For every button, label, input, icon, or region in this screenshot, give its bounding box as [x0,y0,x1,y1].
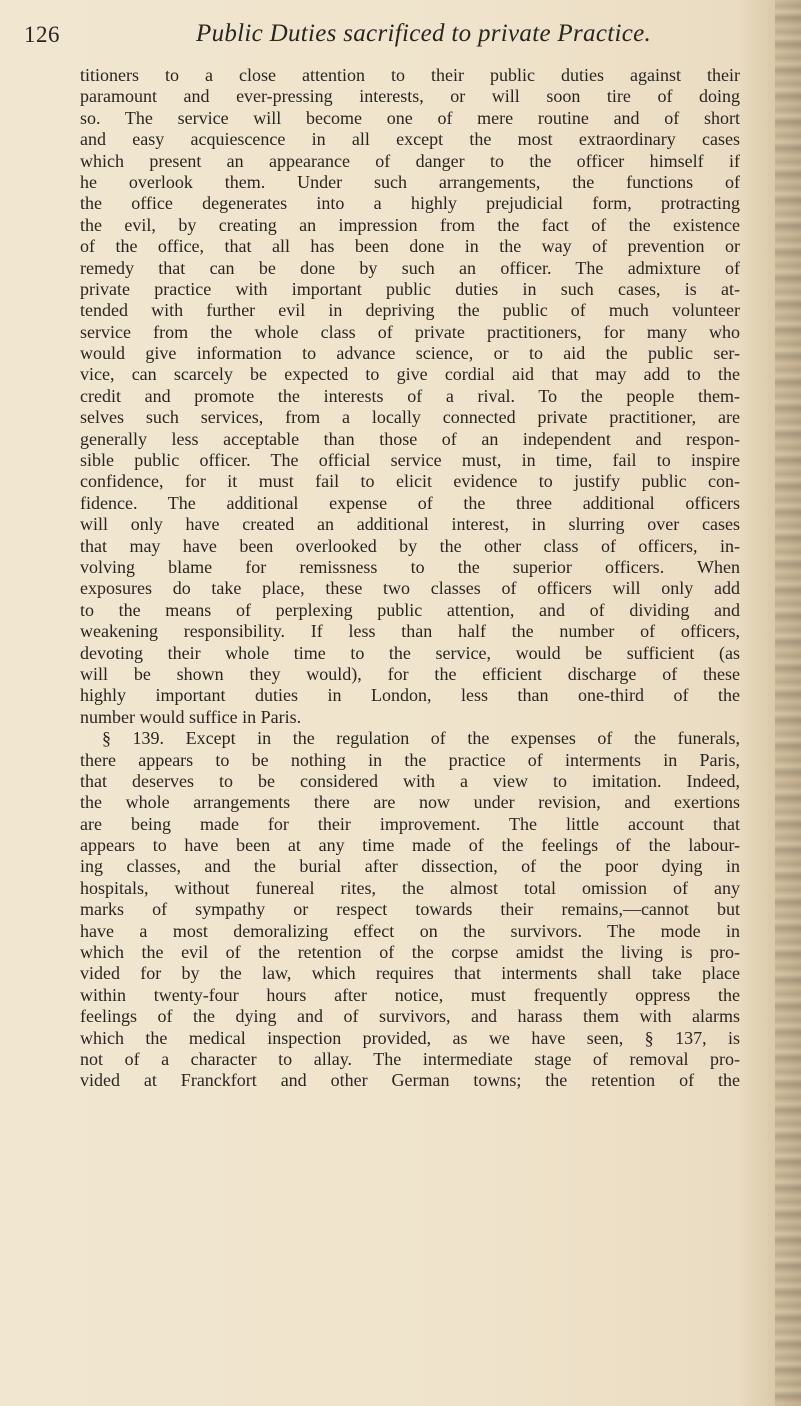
text-line: vided for by the law, which requires that interments shall take place [80,963,740,984]
text-line: within twenty-four hours after notice, must frequently oppress the [80,984,740,1005]
section-heading-line: § 139. Except in the regulation of the expenses of the funerals, [102,728,740,749]
text-line: tended with further evil in depriving the public of much volunteer [80,300,740,321]
text-line: which the evil of the retention of the corpse amidst the living is pro- [80,942,740,963]
text-line: not of a character to allay. The intermediate stage of removal pro- [80,1048,740,1069]
text-line: would give information to advance science, or to aid the public ser- [80,343,740,364]
text-line: paramount and ever-pressing interests, or will soon tire of doing [80,86,740,107]
text-line: that deserves to be considered with a view to imitation. Indeed, [80,770,740,791]
paragraph-2 [80,728,740,1092]
text-line: hospitals, without funereal rites, the almost total omission of any [80,877,740,898]
text-line: vided at Franckfort and other German towns; the retention of the [80,1070,740,1091]
running-head [24,10,744,60]
text-line: service from the whole class of private practitioners, for many who [80,321,740,342]
text-line: the evil, by creating an impression from the fact of the existence [80,214,740,235]
text-line: will only have created an additional interest, in slurring over cases [80,514,740,535]
body-text [80,65,740,1092]
text-line: number would suffice in Paris. [80,706,302,727]
text-line: the office degenerates into a highly prejudicial form, protracting [80,193,740,214]
text-line: marks of sympathy or respect towards their remains,—cannot but [80,899,740,920]
text-line: are being made for their improvement. The little account that [80,813,740,834]
page-binding-edge [775,0,801,1406]
text-line: ing classes, and the burial after dissection, of the poor dying in [80,856,740,877]
text-line: to the means of perplexing public attention, and of dividing and [80,599,740,620]
text-line: he overlook them. Under such arrangements, the functions of [80,171,740,192]
text-line: weakening responsibility. If less than half the number of officers, [80,621,740,642]
text-line: which present an appearance of danger to the officer himself if [80,150,740,171]
text-line: vice, can scarcely be expected to give cordial aid that may add to the [80,364,740,385]
text-line: have a most demoralizing effect on the survivors. The mode in [80,920,740,941]
text-line: exposures do take place, these two classes of officers will only add [80,578,740,599]
text-line: which the medical inspection provided, as we have seen, § 137, is [80,1027,740,1048]
text-line: confidence, for it must fail to elicit evidence to justify public con- [80,471,740,492]
text-line: remedy that can be done by such an officer. The admixture of [80,257,740,278]
text-line: so. The service will become one of mere routine and of short [80,107,740,128]
text-line: feelings of the dying and of survivors, and harass them with alarms [80,1006,740,1027]
text-line: devoting their whole time to the service, would be sufficient (as [80,642,740,663]
page-number: 126 [24,22,60,47]
text-line: volving blame for remissness to the superior officers. When [80,556,740,577]
text-line: the whole arrangements there are now under revision, and exertions [80,792,740,813]
text-line: titioners to a close attention to their public duties against their [80,65,740,85]
text-line: will be shown they would), for the efficient discharge of these [80,663,740,684]
text-line: private practice with important public duties in such cases, is at- [80,278,740,299]
text-line: and easy acquiescence in all except the most extraordinary cases [80,129,740,150]
text-line: there appears to be nothing in the practice of interments in Paris, [80,749,740,770]
text-line: that may have been overlooked by the other class of officers, in- [80,535,740,556]
text-line: credit and promote the interests of a rival. To the people them- [80,385,740,406]
text-line: fidence. The additional expense of the three additional officers [80,492,740,513]
text-line: highly important duties in London, less than one-third of the [80,685,740,706]
paragraph-1 [80,65,740,728]
text-line: sible public officer. The official service must, in time, fail to inspire [80,450,740,471]
text-line: of the office, that all has been done in the way of prevention or [80,236,740,257]
text-line: generally less acceptable than those of an independent and respon- [80,428,740,449]
text-line: selves such services, from a locally connected private practitioner, are [80,407,740,428]
running-title: Public Duties sacrificed to private Practice. [196,20,652,47]
text-line: appears to have been at any time made of the feelings of the labour- [80,835,740,856]
